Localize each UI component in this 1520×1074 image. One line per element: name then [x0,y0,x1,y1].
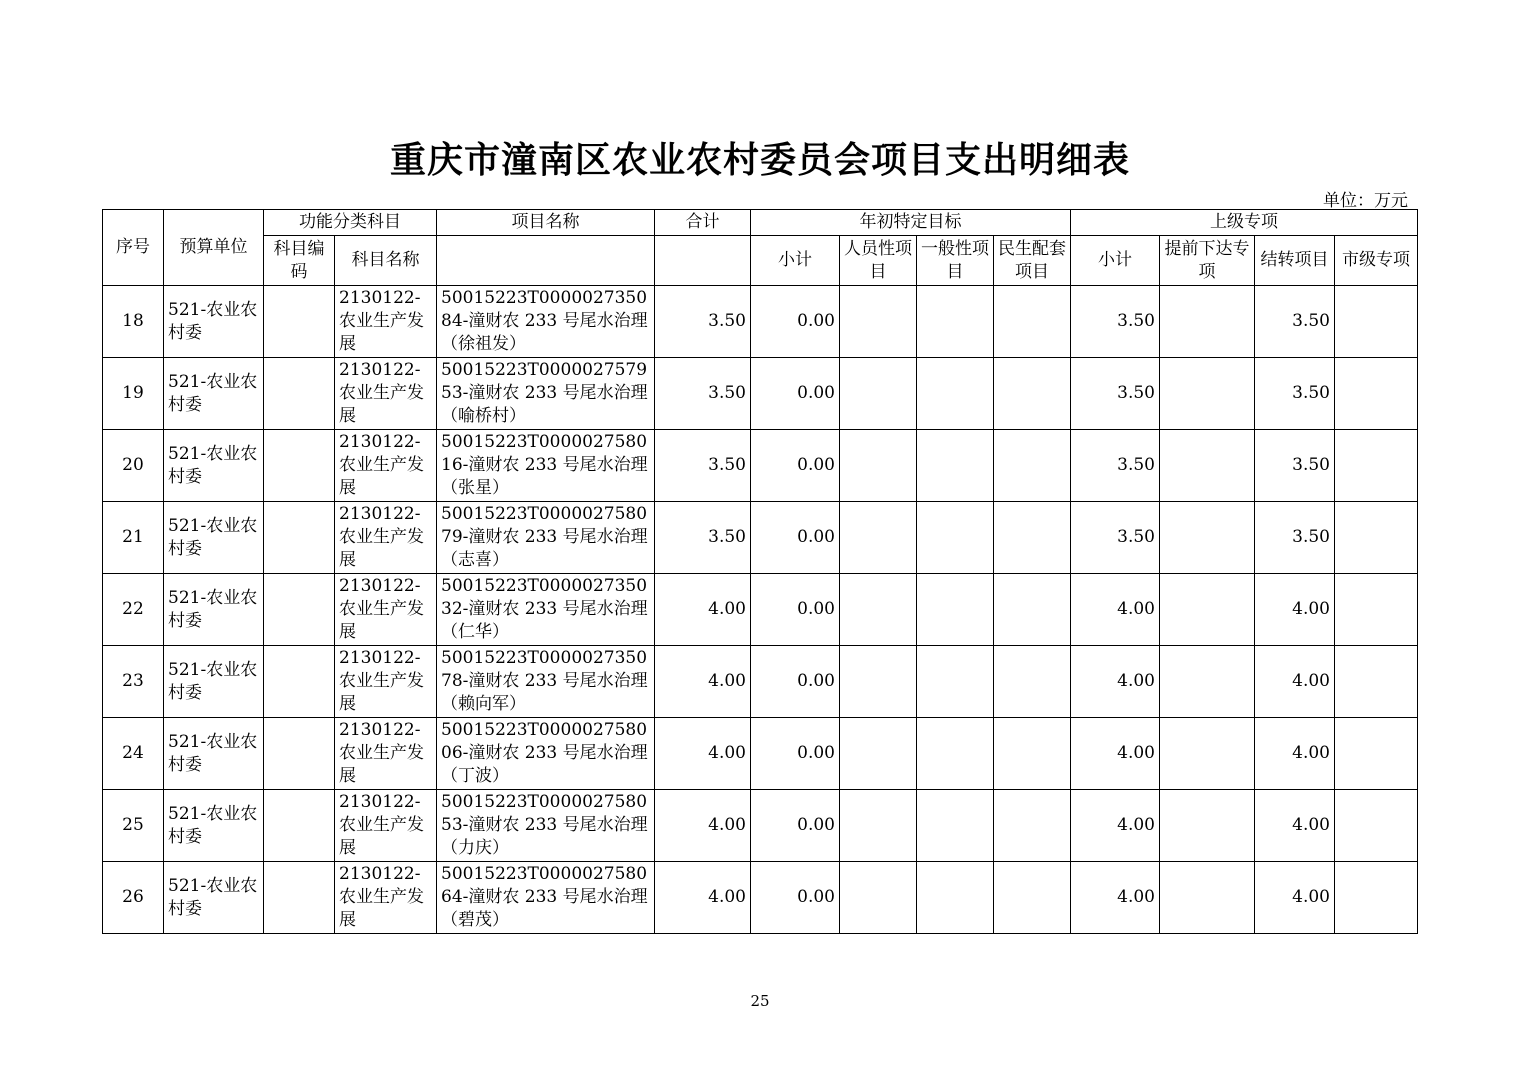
cell-carryover: 4.00 [1255,574,1335,646]
cell-city [1335,646,1418,718]
cell-advance [1160,502,1255,574]
cell-seq: 25 [103,790,164,862]
header-carryover: 结转项目 [1255,236,1335,286]
cell-code [264,790,335,862]
cell-unit: 521-农业农村委 [164,502,264,574]
table-row [103,790,1418,862]
table-row [103,430,1418,502]
cell-unit: 521-农业农村委 [164,862,264,934]
cell-personnel [840,790,917,862]
header-row-1 [103,210,1418,236]
cell-total: 4.00 [655,790,751,862]
cell-subject: 2130122-农业生产发展 [335,286,437,358]
cell-superior-subtotal: 4.00 [1071,862,1160,934]
header-livelihood: 民生配套项目 [994,236,1071,286]
cell-code [264,574,335,646]
cell-target-subtotal: 0.00 [751,574,840,646]
cell-target-subtotal: 0.00 [751,430,840,502]
cell-superior-subtotal: 3.50 [1071,286,1160,358]
table-row [103,358,1418,430]
cell-general [917,502,994,574]
cell-carryover: 4.00 [1255,790,1335,862]
header-project-name: 项目名称 [437,210,655,236]
page-number: 25 [750,992,770,1010]
cell-superior-subtotal: 3.50 [1071,502,1160,574]
cell-carryover: 3.50 [1255,502,1335,574]
cell-subject: 2130122-农业生产发展 [335,862,437,934]
cell-subject: 2130122-农业生产发展 [335,358,437,430]
cell-seq: 19 [103,358,164,430]
header-subject-name: 科目名称 [335,236,437,286]
cell-unit: 521-农业农村委 [164,790,264,862]
cell-total: 4.00 [655,718,751,790]
header-project-name-blank [437,236,655,286]
header-superior-subtotal: 小计 [1071,236,1160,286]
cell-total: 3.50 [655,286,751,358]
cell-target-subtotal: 0.00 [751,790,840,862]
cell-livelihood [994,430,1071,502]
table-row [103,286,1418,358]
cell-advance [1160,790,1255,862]
cell-city [1335,502,1418,574]
cell-carryover: 4.00 [1255,646,1335,718]
header-budget-unit: 预算单位 [164,210,264,286]
cell-project: 50015223T000002758079-潼财农 233 号尾水治理（志喜） [437,502,655,574]
cell-total: 4.00 [655,574,751,646]
cell-personnel [840,574,917,646]
cell-advance [1160,646,1255,718]
cell-subject: 2130122-农业生产发展 [335,502,437,574]
cell-project: 50015223T000002735078-潼财农 233 号尾水治理（赖向军） [437,646,655,718]
cell-general [917,286,994,358]
cell-target-subtotal: 0.00 [751,358,840,430]
cell-unit: 521-农业农村委 [164,718,264,790]
cell-city [1335,574,1418,646]
cell-project: 50015223T000002758006-潼财农 233 号尾水治理（丁波） [437,718,655,790]
cell-livelihood [994,358,1071,430]
cell-subject: 2130122-农业生产发展 [335,646,437,718]
header-total-blank [655,236,751,286]
cell-general [917,718,994,790]
header-annual-target: 年初特定目标 [751,210,1071,236]
cell-personnel [840,430,917,502]
cell-advance [1160,286,1255,358]
cell-personnel [840,862,917,934]
cell-carryover: 3.50 [1255,430,1335,502]
cell-superior-subtotal: 4.00 [1071,718,1160,790]
cell-livelihood [994,646,1071,718]
table-row [103,502,1418,574]
cell-city [1335,718,1418,790]
table-row [103,862,1418,934]
cell-city [1335,862,1418,934]
cell-general [917,646,994,718]
cell-carryover: 4.00 [1255,718,1335,790]
cell-unit: 521-农业农村委 [164,574,264,646]
cell-city [1335,358,1418,430]
cell-superior-subtotal: 4.00 [1071,574,1160,646]
cell-personnel [840,286,917,358]
cell-seq: 21 [103,502,164,574]
header-personnel: 人员性项目 [840,236,917,286]
cell-subject: 2130122-农业生产发展 [335,574,437,646]
cell-city [1335,286,1418,358]
cell-subject: 2130122-农业生产发展 [335,430,437,502]
cell-total: 3.50 [655,502,751,574]
cell-seq: 23 [103,646,164,718]
cell-livelihood [994,574,1071,646]
cell-code [264,358,335,430]
cell-superior-subtotal: 4.00 [1071,646,1160,718]
header-general: 一般性项目 [917,236,994,286]
cell-general [917,790,994,862]
cell-project: 50015223T000002757953-潼财农 233 号尾水治理（喻桥村） [437,358,655,430]
cell-code [264,502,335,574]
cell-personnel [840,718,917,790]
cell-livelihood [994,862,1071,934]
table-row [103,718,1418,790]
cell-livelihood [994,718,1071,790]
cell-target-subtotal: 0.00 [751,862,840,934]
cell-seq: 18 [103,286,164,358]
cell-project: 50015223T000002758064-潼财农 233 号尾水治理（碧茂） [437,862,655,934]
cell-seq: 22 [103,574,164,646]
cell-seq: 24 [103,718,164,790]
cell-total: 4.00 [655,862,751,934]
cell-seq: 26 [103,862,164,934]
cell-unit: 521-农业农村委 [164,358,264,430]
cell-livelihood [994,790,1071,862]
cell-project: 50015223T000002758053-潼财农 233 号尾水治理（力庆） [437,790,655,862]
cell-advance [1160,718,1255,790]
cell-project: 50015223T000002735084-潼财农 233 号尾水治理（徐祖发） [437,286,655,358]
cell-carryover: 3.50 [1255,358,1335,430]
project-expenditure-table [102,209,1418,934]
cell-general [917,358,994,430]
cell-target-subtotal: 0.00 [751,502,840,574]
cell-advance [1160,862,1255,934]
unit-label: 单位：万元 [1323,191,1408,211]
cell-general [917,574,994,646]
cell-project: 50015223T000002735032-潼财农 233 号尾水治理（仁华） [437,574,655,646]
header-total: 合计 [655,210,751,236]
cell-total: 4.00 [655,646,751,718]
cell-total: 3.50 [655,430,751,502]
header-func-class: 功能分类科目 [264,210,437,236]
cell-carryover: 3.50 [1255,286,1335,358]
cell-code [264,718,335,790]
cell-unit: 521-农业农村委 [164,286,264,358]
cell-general [917,430,994,502]
cell-unit: 521-农业农村委 [164,646,264,718]
cell-livelihood [994,286,1071,358]
header-target-subtotal: 小计 [751,236,840,286]
cell-total: 3.50 [655,358,751,430]
cell-target-subtotal: 0.00 [751,286,840,358]
header-subject-code: 科目编码 [264,236,335,286]
cell-subject: 2130122-农业生产发展 [335,718,437,790]
cell-city [1335,430,1418,502]
cell-advance [1160,574,1255,646]
header-seq: 序号 [103,210,164,286]
cell-city [1335,790,1418,862]
header-superior: 上级专项 [1071,210,1418,236]
cell-general [917,862,994,934]
cell-code [264,430,335,502]
header-row-2 [103,236,1418,286]
cell-unit: 521-农业农村委 [164,430,264,502]
header-city: 市级专项 [1335,236,1418,286]
header-advance: 提前下达专项 [1160,236,1255,286]
cell-code [264,862,335,934]
table-row [103,574,1418,646]
page-title: 重庆市潼南区农业农村委员会项目支出明细表 [389,139,1130,181]
cell-target-subtotal: 0.00 [751,646,840,718]
cell-advance [1160,358,1255,430]
cell-code [264,286,335,358]
table-row [103,646,1418,718]
cell-livelihood [994,502,1071,574]
cell-personnel [840,646,917,718]
cell-target-subtotal: 0.00 [751,718,840,790]
cell-advance [1160,430,1255,502]
cell-superior-subtotal: 3.50 [1071,430,1160,502]
cell-personnel [840,358,917,430]
cell-seq: 20 [103,430,164,502]
cell-carryover: 4.00 [1255,862,1335,934]
cell-superior-subtotal: 4.00 [1071,790,1160,862]
cell-superior-subtotal: 3.50 [1071,358,1160,430]
cell-code [264,646,335,718]
cell-personnel [840,502,917,574]
cell-subject: 2130122-农业生产发展 [335,790,437,862]
cell-project: 50015223T000002758016-潼财农 233 号尾水治理（张星） [437,430,655,502]
